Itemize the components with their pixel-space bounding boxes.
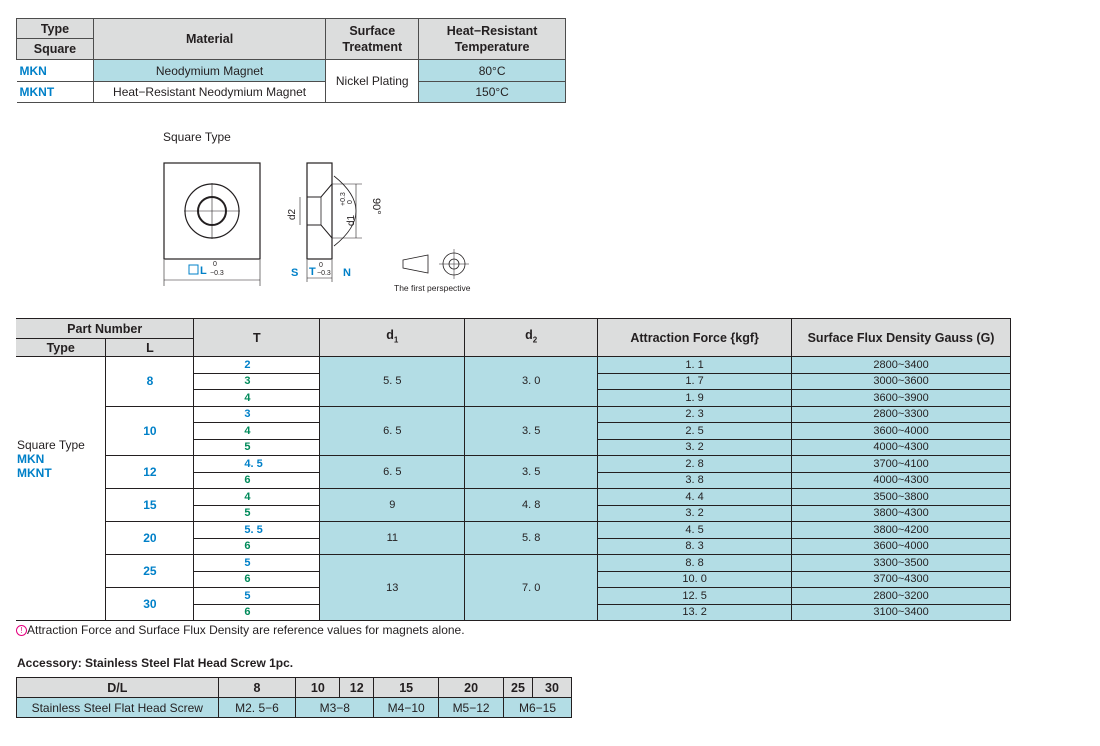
- T-value: 4: [194, 390, 320, 407]
- side-view-outline: [307, 163, 332, 259]
- header-attraction-force: Attraction Force {kgf}: [598, 319, 792, 357]
- surface-value: Nickel Plating: [326, 60, 419, 103]
- header-L: L: [106, 339, 194, 357]
- reference-note: [16, 623, 465, 637]
- label-T-tol-bot: −0.3: [317, 270, 331, 277]
- T-value: 6: [194, 571, 320, 588]
- force-value: 13. 2: [598, 604, 792, 621]
- material-mknt: Heat−Resistant Neodymium Magnet: [93, 82, 325, 103]
- label-S: S: [291, 267, 299, 279]
- L-10: 10: [106, 406, 194, 456]
- d2-value: 3. 5: [465, 456, 598, 489]
- L-30: 30: [106, 588, 194, 621]
- label-d1-tol-bot: 0: [347, 200, 354, 204]
- T-value: 6: [194, 604, 320, 621]
- accessory-title: Accessory: Stainless Steel Flat Head Screw 1pc.: [17, 656, 294, 670]
- force-value: 3. 8: [598, 472, 792, 489]
- material-table: [16, 18, 566, 103]
- T-value: 6: [194, 538, 320, 555]
- header-L-12: 12: [340, 678, 374, 698]
- label-T-tol-top: 0: [319, 262, 323, 269]
- header-L-8: 8: [218, 678, 296, 698]
- T-value: 3: [194, 406, 320, 423]
- d2-value: 3. 5: [465, 406, 598, 456]
- d2-value: 3. 0: [465, 357, 598, 407]
- label-d1: d1: [346, 214, 357, 226]
- label-L: L: [200, 265, 207, 277]
- T-value: 3: [194, 373, 320, 390]
- d1-value: 13: [320, 555, 465, 621]
- header-T: T: [194, 319, 320, 357]
- flux-value: 3700~4100: [792, 456, 1011, 473]
- type-code-mkn: MKN: [17, 451, 45, 466]
- flux-value: 3600~4000: [792, 538, 1011, 555]
- T-value: 5: [194, 588, 320, 605]
- force-value: 2. 5: [598, 423, 792, 440]
- type-text: Square Type: [17, 437, 85, 452]
- drawing-title: Square Type: [163, 130, 231, 144]
- T-value: 4. 5: [194, 456, 320, 473]
- force-value: 2. 3: [598, 406, 792, 423]
- type-code-mknt: MKNT: [17, 465, 52, 480]
- header-surface-treatment: Surface Treatment: [326, 19, 419, 60]
- square-type-drawing: [0, 120, 500, 300]
- header-L-30: 30: [532, 678, 571, 698]
- screw-size: M6−15: [504, 698, 572, 718]
- label-L-tol-top: 0: [213, 261, 217, 268]
- perspective-label: The first perspective: [394, 283, 471, 293]
- header-heat-resistant-temperature: Heat−Resistant Temperature: [419, 19, 566, 60]
- label-d2: d2: [287, 208, 298, 220]
- T-value: 2: [194, 357, 320, 374]
- screw-size: M2. 5−6: [218, 698, 296, 718]
- d2-value: 4. 8: [465, 489, 598, 522]
- L-12: 12: [106, 456, 194, 489]
- T-value: 4: [194, 489, 320, 506]
- flux-value: 2800~3200: [792, 588, 1011, 605]
- force-value: 10. 0: [598, 571, 792, 588]
- T-value: 5. 5: [194, 522, 320, 539]
- header-type: Type: [17, 19, 94, 39]
- flux-value: 3000~3600: [792, 373, 1011, 390]
- L-25: 25: [106, 555, 194, 588]
- L-20: 20: [106, 522, 194, 555]
- header-d2: $d_2$: [465, 319, 598, 357]
- type-cell: [16, 357, 106, 621]
- header-square: Square: [17, 39, 94, 60]
- T-value: 5: [194, 555, 320, 572]
- d1-value: 9: [320, 489, 465, 522]
- force-value: 2. 8: [598, 456, 792, 473]
- T-value: 6: [194, 472, 320, 489]
- flux-value: 3500~3800: [792, 489, 1011, 506]
- T-value: 4: [194, 423, 320, 440]
- L-15: 15: [106, 489, 194, 522]
- d1-value: 5. 5: [320, 357, 465, 407]
- force-value: 12. 5: [598, 588, 792, 605]
- flux-value: 4000~4300: [792, 472, 1011, 489]
- accessory-table: [16, 677, 572, 718]
- screw-size: M4−10: [374, 698, 439, 718]
- force-value: 3. 2: [598, 505, 792, 522]
- force-value: 8. 3: [598, 538, 792, 555]
- header-L-10: 10: [296, 678, 340, 698]
- force-value: 8. 8: [598, 555, 792, 572]
- force-value: 3. 2: [598, 439, 792, 456]
- screw-size: M5−12: [439, 698, 504, 718]
- warning-icon: !: [16, 625, 27, 636]
- flux-value: 2800~3300: [792, 406, 1011, 423]
- header-type: Type: [16, 339, 106, 357]
- temp-mknt: 150°C: [419, 82, 566, 103]
- screw-size: M3−8: [296, 698, 374, 718]
- force-value: 1. 9: [598, 390, 792, 407]
- part-number-table: [16, 318, 1011, 621]
- note-text: Attraction Force and Surface Flux Density are reference values for magnets alone.: [27, 623, 465, 637]
- d1-value: 11: [320, 522, 465, 555]
- T-value: 5: [194, 439, 320, 456]
- flux-value: 3600~3900: [792, 390, 1011, 407]
- force-value: 4. 4: [598, 489, 792, 506]
- header-material: Material: [93, 19, 325, 60]
- label-angle: 90°: [370, 198, 382, 215]
- header-flux-density: Surface Flux Density Gauss (G): [792, 319, 1011, 357]
- projection-symbol-cone: [403, 255, 428, 273]
- d2-value: 7. 0: [465, 555, 598, 621]
- label-L-tol-bot: −0.3: [210, 270, 224, 277]
- temp-mkn: 80°C: [419, 60, 566, 82]
- force-value: 1. 7: [598, 373, 792, 390]
- flux-value: 2800~3400: [792, 357, 1011, 374]
- header-L-25: 25: [504, 678, 533, 698]
- flux-value: 3700~4300: [792, 571, 1011, 588]
- type-mkn: MKN: [17, 60, 94, 82]
- type-mknt: MKNT: [17, 82, 94, 103]
- header-L-15: 15: [374, 678, 439, 698]
- force-value: 1. 1: [598, 357, 792, 374]
- flux-value: 3800~4300: [792, 505, 1011, 522]
- screw-label: Stainless Steel Flat Head Screw: [17, 698, 219, 718]
- flux-value: 3300~3500: [792, 555, 1011, 572]
- d1-value: 6. 5: [320, 456, 465, 489]
- d2-value: 5. 8: [465, 522, 598, 555]
- header-part-number: Part Number: [16, 319, 194, 339]
- flux-value: 3600~4000: [792, 423, 1011, 440]
- flux-value: 3800~4200: [792, 522, 1011, 539]
- force-value: 4. 5: [598, 522, 792, 539]
- material-mkn: Neodymium Magnet: [93, 60, 325, 82]
- T-value: 5: [194, 505, 320, 522]
- label-T: T: [309, 266, 316, 278]
- header-d1: $d_1$: [320, 319, 465, 357]
- angle-arc: [334, 176, 356, 246]
- flux-value: 4000~4300: [792, 439, 1011, 456]
- header-L-20: 20: [439, 678, 504, 698]
- L-8: 8: [106, 357, 194, 407]
- header-dl: D/L: [17, 678, 219, 698]
- flux-value: 3100~3400: [792, 604, 1011, 621]
- d1-value: 6. 5: [320, 406, 465, 456]
- label-N: N: [343, 267, 351, 279]
- label-d1-tol-top: +0.3: [340, 192, 347, 206]
